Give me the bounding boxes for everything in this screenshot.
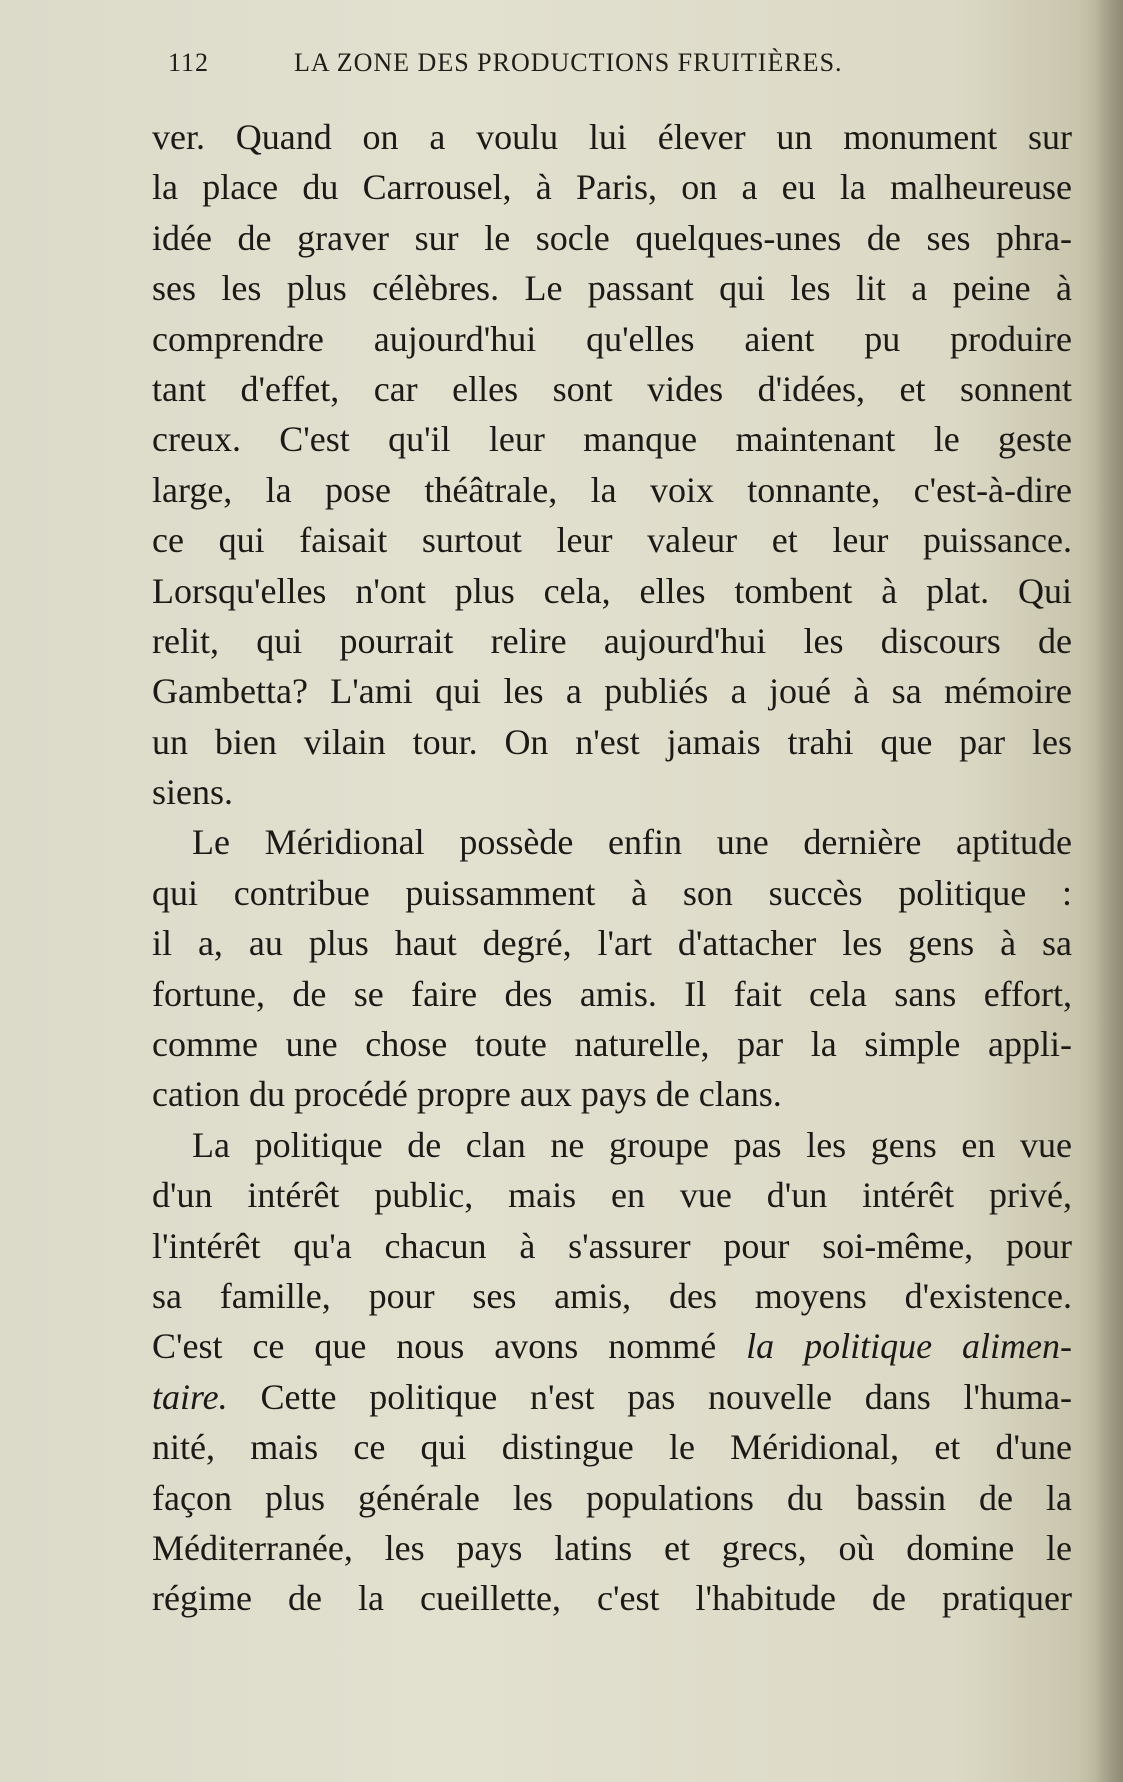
text-line: l'intérêt qu'a chacun à s'assurer pour soi-même, pour xyxy=(152,1225,1072,1266)
text-line: la place du Carrousel, à Paris, on a eu la malheureuse xyxy=(152,167,1072,208)
text-line: Méditerranée, les pays latins et grecs, où domine le xyxy=(152,1527,1072,1568)
text-line: façon plus générale les populations du bassin de la xyxy=(152,1477,1072,1518)
page-number: 112 xyxy=(168,48,210,77)
page-edge-shadow xyxy=(1095,0,1123,1782)
running-title: LA ZONE DES PRODUCTIONS FRUITIÈRES. xyxy=(294,48,843,77)
italic-phrase: la politique alimen- xyxy=(746,1326,1072,1367)
text-line: qui contribue puissamment à son succès politique : xyxy=(152,872,1072,913)
text-line: tant d'effet, car elles sont vides d'idées, et sonnent xyxy=(152,368,1072,409)
text-line: Gambetta? L'ami qui les a publiés a joué à sa mémoire xyxy=(152,671,1072,712)
text-line: ver. Quand on a voulu lui élever un monument sur xyxy=(152,117,1072,157)
text-line: fortune, de se faire des amis. Il fait cela sans effort, xyxy=(152,973,1072,1014)
text-line: d'un intérêt public, mais en vue d'un intérêt privé, xyxy=(152,1175,1072,1216)
text-line: ses les plus célèbres. Le passant qui les lit a peine à xyxy=(152,268,1072,309)
text-run: C'est ce que nous avons nommé xyxy=(152,1326,717,1367)
text-line: idée de graver sur le socle quelques-unes de ses phra- xyxy=(152,217,1072,258)
text-line: relit, qui pourrait relire aujourd'hui les discours de xyxy=(152,620,1072,661)
text-line xyxy=(152,1372,1072,1422)
text-line: un bien vilain tour. On n'est jamais trahi que par les xyxy=(152,721,1072,762)
text-line: ce qui faisait surtout leur valeur et leur puissance. xyxy=(152,520,1072,561)
text-run: Cette politique n'est pas nouvelle dans l'huma- xyxy=(260,1376,1072,1417)
text-line: creux. C'est qu'il leur manque maintenant le geste xyxy=(152,419,1072,460)
text-line: siens. xyxy=(152,772,233,813)
running-head xyxy=(168,48,958,88)
text-line: sa famille, pour ses amis, des moyens d'existence. xyxy=(152,1275,1072,1316)
italic-phrase: taire. xyxy=(152,1376,228,1417)
text-line: Lorsqu'elles n'ont plus cela, elles tombent à plat. Qui xyxy=(152,570,1072,611)
text-line: nité, mais ce qui distingue le Méridional, et d'une xyxy=(152,1427,1072,1468)
text-line: large, la pose théâtrale, la voix tonnante, c'est-à-dire xyxy=(152,469,1072,510)
text-line: comme une chose toute naturelle, par la simple appli- xyxy=(152,1024,1072,1065)
text-line: Le Méridional possède enfin une dernière aptitude xyxy=(192,822,1072,863)
text-line: La politique de clan ne groupe pas les gens en vue xyxy=(192,1124,1072,1165)
text-line xyxy=(152,1321,1072,1371)
text-line: régime de la cueillette, c'est l'habitude de pratiquer xyxy=(152,1578,1072,1619)
body-text xyxy=(152,112,1072,1624)
text-line: il a, au plus haut degré, l'art d'attacher les gens à sa xyxy=(152,923,1072,964)
text-line: comprendre aujourd'hui qu'elles aient pu produire xyxy=(152,318,1072,359)
text-line: cation du procédé propre aux pays de clans. xyxy=(152,1074,782,1115)
